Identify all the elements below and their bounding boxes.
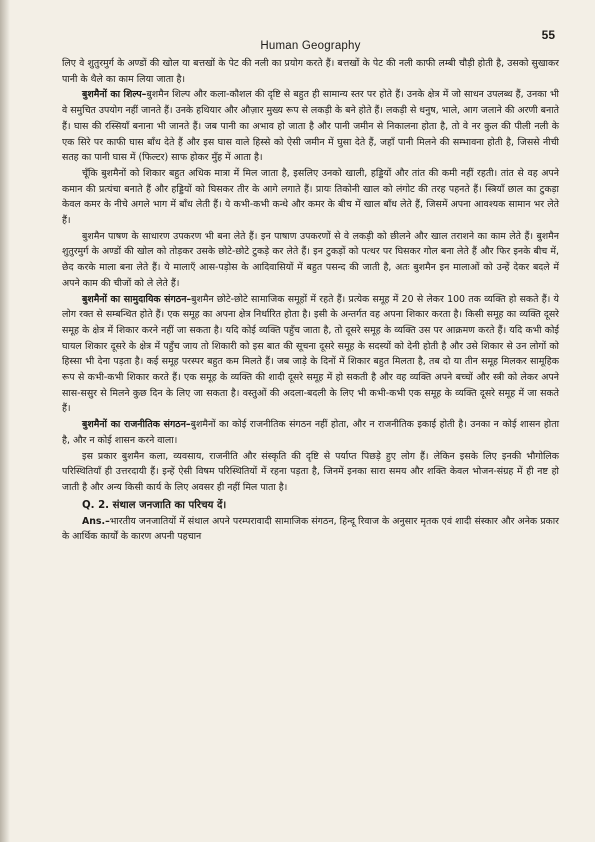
paragraph-lead: बुशमैनों का सामुदायिक संगठन–	[82, 293, 192, 305]
paragraph-text: बुशमैनों का कोई राजनीतिक संगठन नहीं होता, और न राजनीतिक इकाई होती है। उनका न कोई शासन होता है, और न कोई शासन करने वाला।	[62, 419, 560, 446]
page-fold-shadow	[0, 0, 10, 842]
paragraph-1	[62, 56, 559, 87]
paragraph-lead: बुशमैनों का राजनीतिक संगठन–	[82, 419, 191, 431]
paragraph-text: बुशमैन पाषण के साधारण उपकरण भी बना लेते हैं। इन पाषाण उपकरणों से वे लकड़ी को छीलने और खाल तराशने का काम लेते हैं। बुशमैन शुतुरमुर्ग के अण्डों की खोल को तोड़कर उसके छोटे-छोटे टुकड़े कर लेते हैं। इन टुकड़ों को पत्थर पर घिसकर गोल बना लेते हैं और फिर इनके बीच में, छेद करके माला बना लेते हैं। ये मालाएँ आस-पड़ोस के आदिवासियों में बहुत पसन्द की जाती है, अतः बुशमैन इन मालाओं को उन्हें देकर बदले में अपने काम की चीजों को ले लेते हैं।	[62, 230, 559, 289]
paragraph-text: चूँकि बुशमैनों को शिकार बहुत अधिक मात्रा में मिल जाता है, इसलिए उनको खाली, हड्डियों और तांत की कमी नहीं रहती। तांत से वह अपने कमान की प्रत्यंचा बनाते हैं और हड्डियों को घिसकर तीर के आगे लगाते हैं। प्रायः तिकोनी खाल को लंगोट की तरह पहनते हैं। स्त्रियाँ छाल का टुकड़ा केवल कमर के नीचे अगले भाग में बाँध लेती हैं। ये कभी-कभी कन्धे और कमर के बीच में खाल बाँध लेते हैं, जिसमें अपना आवश्यक सामान भर लेते हैं।	[62, 167, 559, 227]
question-heading: Q. 2. संथाल जनजाति का परिचय दें।	[82, 499, 227, 511]
page-number: 55	[541, 28, 555, 42]
paragraph-community	[62, 292, 559, 418]
paragraph-crafts	[62, 87, 559, 166]
paragraph-text: लिए वे शुतुरमुर्ग के अण्डों की खोल या बत्तखों के पेट की नली का प्रयोग करते हैं। बत्तखों के पेट की नली काफी लम्बी चौड़ी होती है, उसको सुखाकर पानी के थैले का काम लिया जाता है।	[62, 58, 559, 85]
paragraph-conclusion	[62, 449, 559, 496]
paragraph-stone-tools	[62, 229, 559, 292]
running-head: Human Geography	[260, 40, 361, 52]
paragraph-political	[62, 417, 559, 448]
answer-label: Ans.–	[82, 515, 110, 527]
paragraph-hunting	[62, 166, 559, 229]
paragraph-lead: बुशमैनों का शिल्प–	[82, 89, 147, 101]
answer-text: भारतीय जनजातियों में संथाल अपने परम्परावादी सामाजिक संगठन, हिन्दू रिवाज के अनुसार मृतक एवं शादी संस्कार और अनेक प्रकार के आर्थिक कार्यों के कारण अपनी पहचान	[62, 515, 559, 543]
paragraph-text: इस प्रकार बुशमैन कला, व्यवसाय, राजनीति और संस्कृति की दृष्टि से पर्याप्त पिछड़े हुए लोग हैं। लेकिन इसके लिए इनकी भौगोलिक परिस्थितियाँ ही उत्तरदायी हैं। इन्हें ऐसी विषम परिस्थितियों में रहना पड़ता है, जिनमें इनका सारा समय और शक्ति केवल भोजन-संग्रह में ही नष्ट हो जाती है और अन्य किसी कार्य के लिए अवसर ही नहीं मिल पाता है।	[62, 450, 559, 493]
paragraph-text: बुशमैन छोटे-छोटे सामाजिक समूहों में रहते हैं। प्रत्येक समूह में 20 से लेकर 100 तक व्यक्ति हो सकते हैं। ये लोग रक्त से सम्बन्धित होते हैं। एक समूह का अपना क्षेत्र निर्धारित होता है। इसी के अन्तर्गत वह अपना शिकार करता है। किसी समूह का व्यक्ति दूसरे समूह के क्षेत्र में शिकार करने नहीं जा सकता है। यदि कोई व्यक्ति पहुँच जाता है, तो दूसरे समूह के व्यक्ति उस पर आक्रमण करते हैं। यदि कभी कोई घायल शिकार दूसरे के क्षेत्र में पहुँच जाय तो शिकारी को इस बात की सूचना दूसरे समूह के सदस्यों को देनी होती है और उसे शिकार से उन लोगों को हिस्सा भी देना पड़ता है। कई समूह परस्पर बहुत कम मिलते हैं। जब जाड़े के दिनों में शिकार बहुत मिलता है, तब दो या तीन समूह मिलकर सामूहिक रूप से कभी-कभी शिकार करते हैं। एक समूह के व्यक्ति की शादी दूसरे समूह में हो सकती है और वह व्यक्ति अपने बच्चों और स्त्री को लेकर अपने सास-ससुर से मिलने कुछ दिन के लिए जा सकता है। वस्तुओं की अदला-बदली के लिए भी कभी-कभी एक समूह के व्यक्ति दूसरे समूह में जा सकते हैं।	[62, 293, 559, 415]
answer-paragraph	[62, 514, 559, 545]
paragraph-text: बुशमैन शिल्प और कला-कौशल की दृष्टि से बहुत ही सामान्य स्तर पर होते हैं। उनके क्षेत्र में जो साधन उपलब्ध हैं, उनका भी वे समुचित उपयोग नहीं जानते हैं। उनके हथियार और औज़ार मुख्य रूप से लकड़ी के बने होते हैं। लकड़ी से धनुष, भाले, आग जलाने की अरणी बनाते हैं। घास की रस्सियाँ बनाना भी जानते हैं। जब पानी का अभाव हो जाता है और पानी जमीन से निकालना होता है, तो वे नर कुल की पीली नली के एक सिरे पर काफी घास बाँध देते हैं और इस घास वाले हिस्से को ऐसी जमीन में घुसा देते हैं, जहाँ पानी मिलने की सम्भावना होती है, जिससे नीची सतह का पानी घास में (फिल्टर) साफ होकर मुँह में आता है।	[62, 89, 559, 164]
